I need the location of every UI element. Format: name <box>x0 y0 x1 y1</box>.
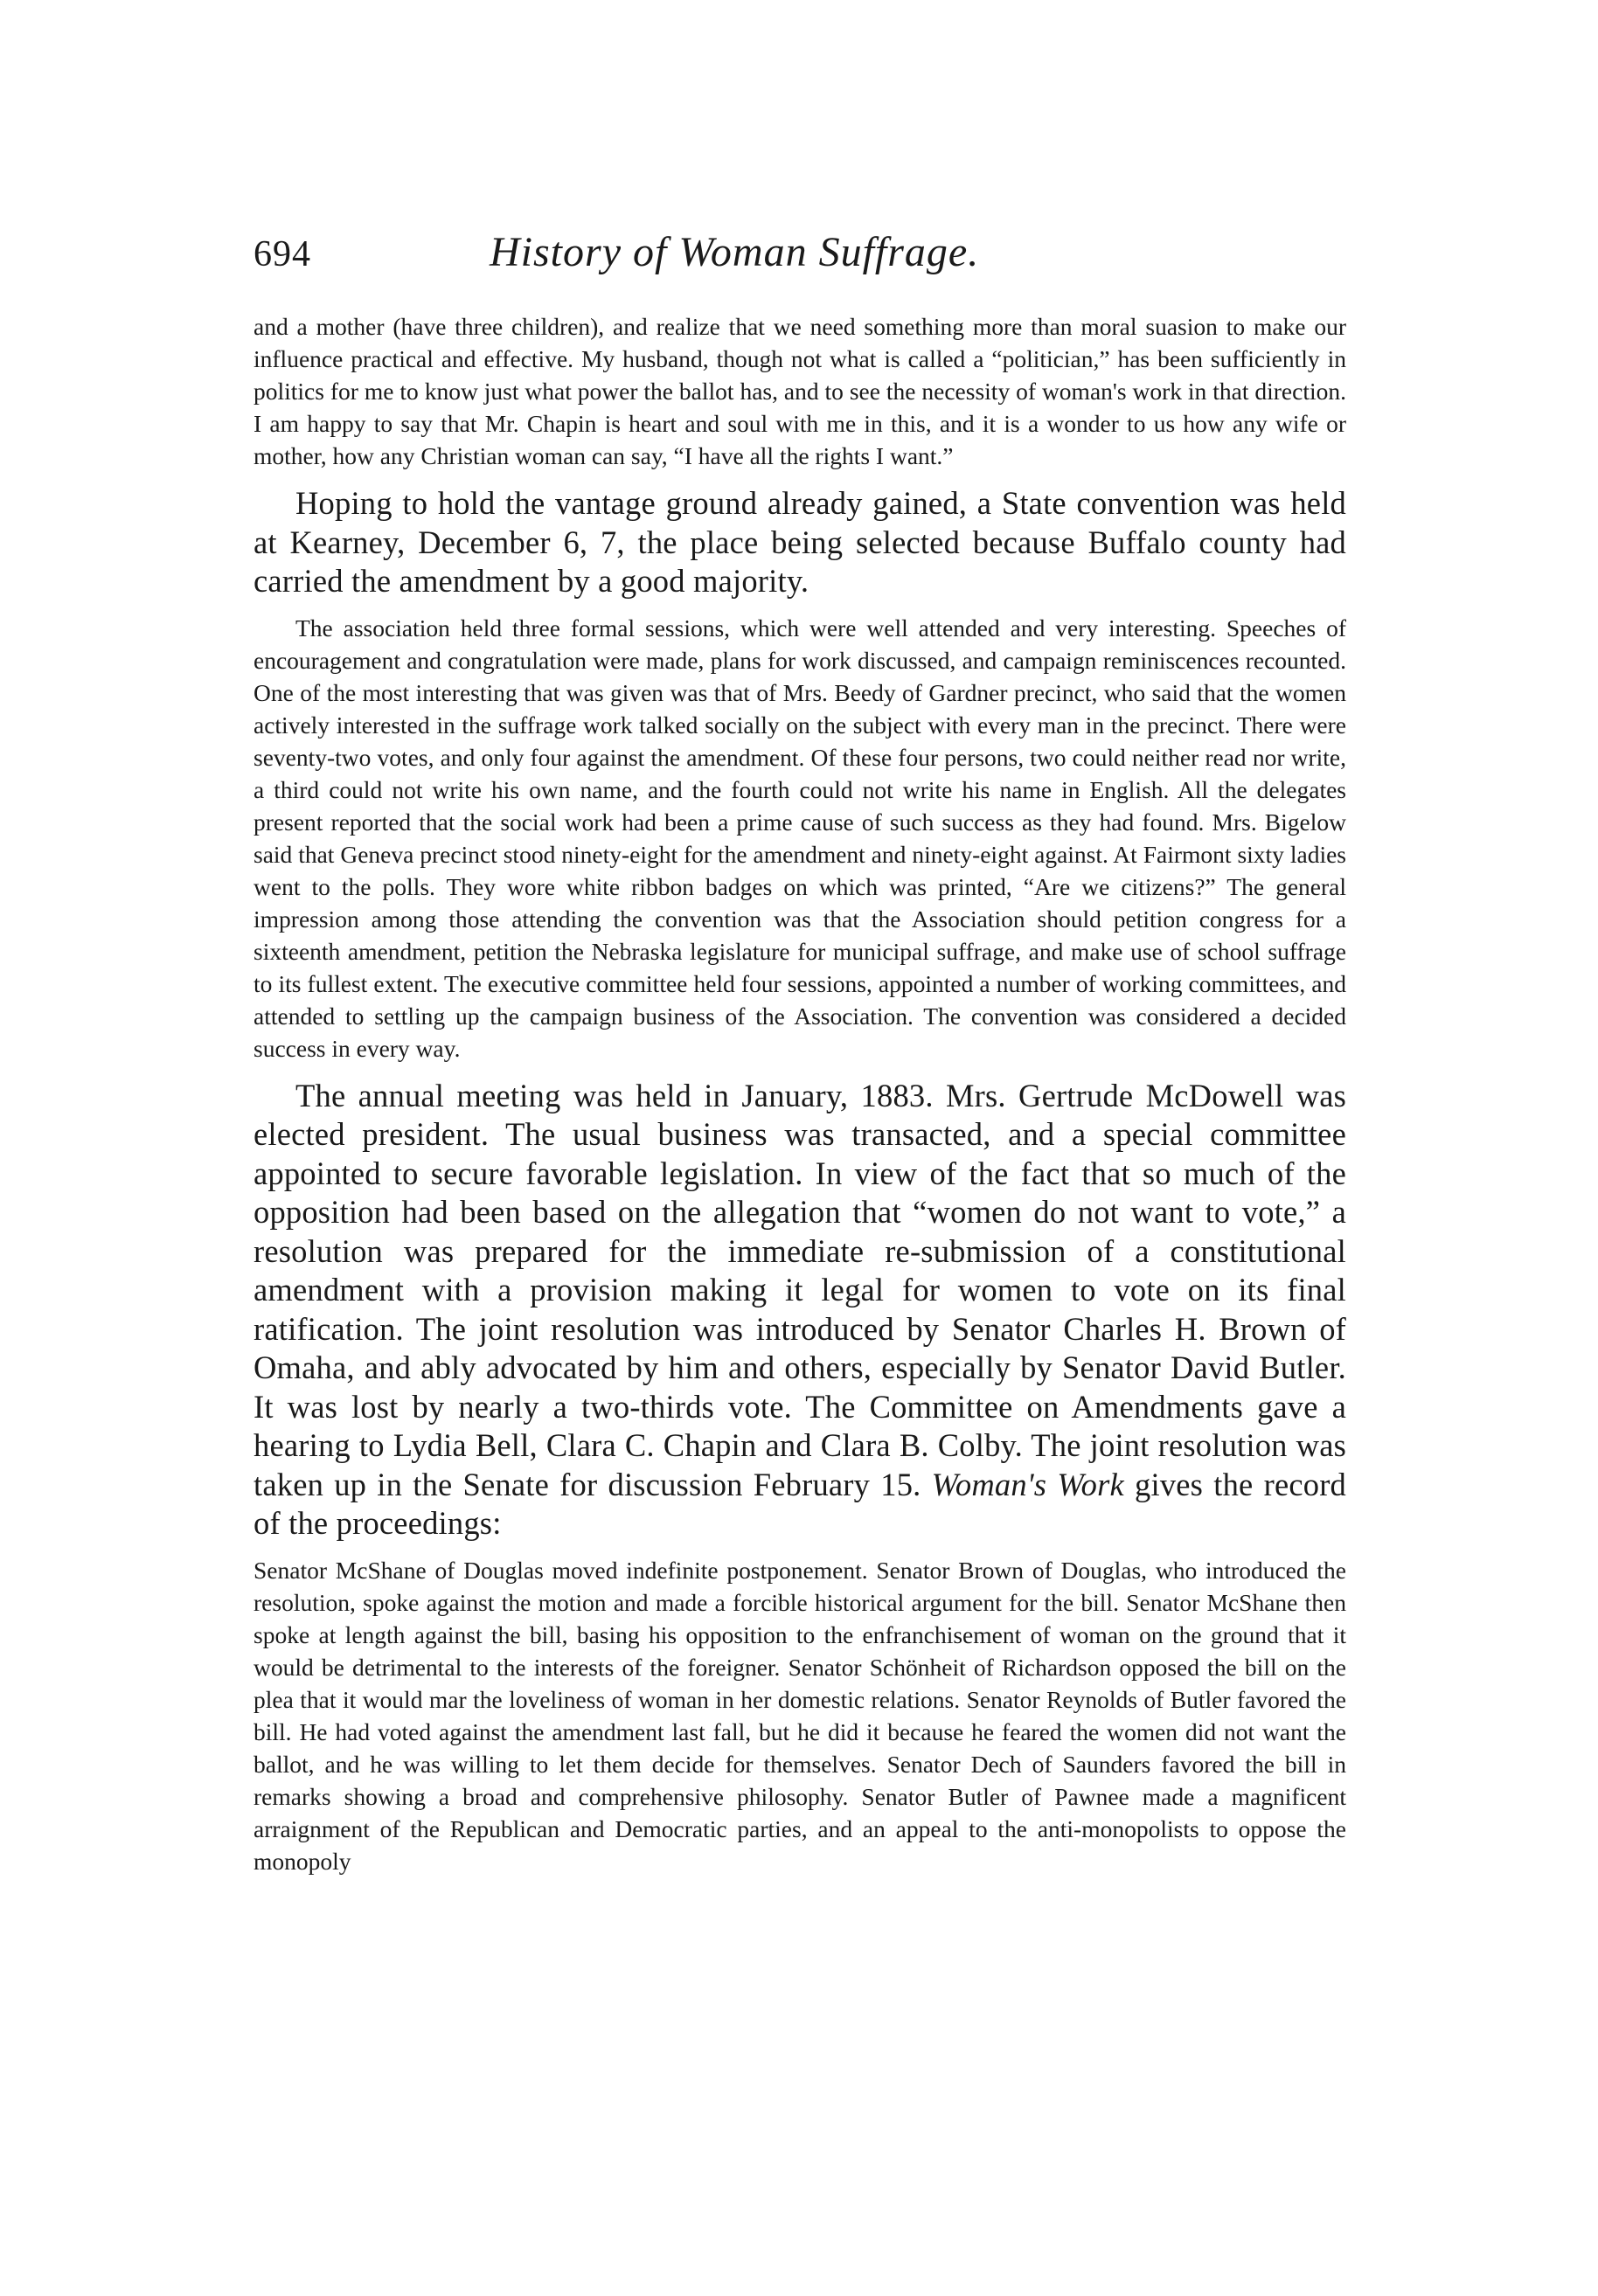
kearney-convention-paragraph: Hoping to hold the vantage ground already gained, a State convention was held at Kearney, December 6, 7, the place being selected because Buffalo county had carried the amendment by a good majority. <box>254 485 1346 599</box>
page-number: 694 <box>254 234 311 274</box>
running-head <box>254 223 1346 293</box>
running-title: History of Woman Suffrage. <box>490 229 980 275</box>
association-sessions-extract: The association held three formal sessions, which were well attended and very interesting. Speeches of encouragement and congratulation were made, plans for work discussed, and campaign reminiscences recounted. One of the most interesting that was given was that of Mrs. Beedy of Gardner precinct, who said that the women actively interested in the suffrage work talked socially on the subject with every man in the precinct. There were seventy-two votes, and only four against the amendment. Of these four persons, two could neither read nor write, a third could not write his own name, and the fourth could not write his name in English. All the delegates present reported that the social work had been a prime cause of such success as they had found. Mrs. Bigelow said that Geneva precinct stood ninety-eight for the amendment and ninety-eight against. At Fairmont sixty ladies went to the polls. They wore white ribbon badges on which was printed, “Are we citizens?” The general impression among those attending the convention was that the Association should petition congress for a sixteenth amendment, petition the Nebraska legislature for municipal suffrage, and make use of school suffrage to its fullest extent. The executive committee held four sessions, appointed a number of working committees, and attended to settling up the campaign business of the Association. The convention was considered a decided success in every way. <box>254 614 1346 1062</box>
senate-proceedings-extract: Senator McShane of Douglas moved indefinite postponement. Senator Brown of Douglas, who introduced the resolution, spoke against the motion and made a forcible historical argument for the bill. Senator McShane then spoke at length against the bill, basing his opposition to the enfranchisement of woman on the ground that it would be detrimental to the interests of the foreigner. Senator Schönheit of Richardson opposed the bill on the plea that it would mar the loveliness of woman in her domestic relations. Senator Reynolds of Butler favored the bill. He had voted against the amendment last fall, but he did it because he feared the women did not want the ballot, and he was willing to let them decide for themselves. Senator Dech of Saunders favored the bill in remarks showing a broad and comprehensive philosophy. Senator Butler of Pawnee made a magnificent arraignment of the Republican and Democratic parties, and an appeal to the anti-monopolists to oppose the monopoly <box>254 1556 1346 1875</box>
annual-meeting-paragraph <box>254 1077 1346 1543</box>
annual-meeting-text: The annual meeting was held in January, 1883. Mrs. Gertrude McDowell was elected president. The usual business was transacted, and a special committee appointed to secure favorable legislation. In view of the fact that so much of the opposition had been based on the allegation that “women do not want to vote,” a resolution was prepared for the immediate re-submission of a constitutional amendment with a provision making it legal for women to vote on its final ratification. The joint resolution was introduced by Senator Charles H. Brown of Omaha, and ably advocated by him and others, especially by Senator David Butler. It was lost by nearly a two-thirds vote. The Committee on Amendments gave a hearing to Lydia Bell, Clara C. Chapin and Clara B. Colby. The joint resolution was taken up in the Senate for discussion February 15. <box>254 1077 1346 1502</box>
annual-meeting-tail: gives the record of the proceedings: <box>254 1466 1346 1541</box>
book-page <box>254 223 1346 2259</box>
womans-work-title: Woman's Work <box>931 1466 1124 1502</box>
quoted-letter-continuation: and a mother (have three children), and realize that we need something more than moral suasion to make our influence practical and effective. My husband, though not what is called a “politician,” has been sufficiently in politics for me to know just what power the ballot has, and to see the necessity of woman's work in that direction. I am happy to say that Mr. Chapin is heart and soul with me in this, and it is a wonder to us how any wife or mother, how any Christian woman can say, “I have all the rights I want.” <box>254 313 1346 469</box>
